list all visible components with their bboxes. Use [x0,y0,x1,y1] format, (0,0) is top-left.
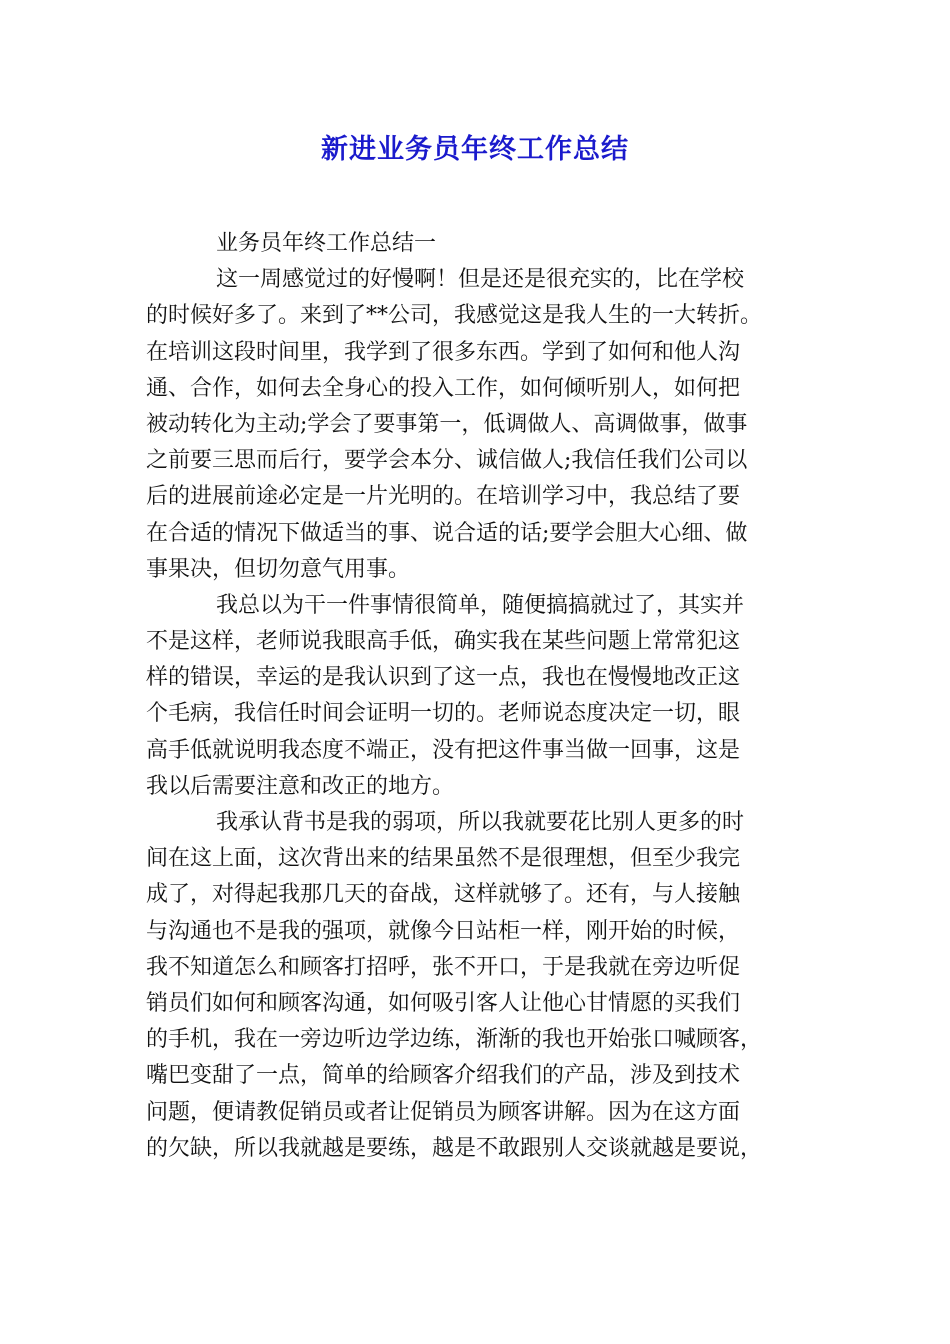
paragraph-1-line-8: 在合适的情况下做适当的事、说合适的话;要学会胆大心细、做 [146,520,748,546]
paragraph-3-line-3: 成了，对得起我那几天的奋战，这样就够了。还有，与人接触 [146,882,741,908]
document-body [146,226,808,1167]
paragraph-3-line-7: 的手机，我在一旁边听边学边练，渐渐的我也开始张口喊顾客， [146,1027,763,1053]
paragraph-3-line-5: 我不知道怎么和顾客打招呼，张不开口，于是我就在旁边听促 [146,954,741,980]
paragraph-3-line-10: 的欠缺，所以我就越是要练，越是不敢跟别人交谈就越是要说， [146,1135,763,1161]
paragraph-3-line-8: 嘴巴变甜了一点，简单的给顾客介绍我们的产品，涉及到技术 [146,1063,741,1089]
paragraph-3-line-2: 间在这上面，这次背出来的结果虽然不是很理想，但至少我完 [146,846,741,872]
paragraph-1-line-2: 的时候好多了。来到了**公司，我感觉这是我人生的一大转折。 [146,303,763,329]
paragraph-3-line-9: 问题，便请教促销员或者让促销员为顾客讲解。因为在这方面 [146,1099,741,1125]
section-heading: 业务员年终工作总结一 [216,231,437,256]
paragraph-3-line-1: 我承认背书是我的弱项，所以我就要花比别人更多的时 [216,810,745,835]
paragraph-2-line-4: 个毛病，我信任时间会证明一切的。老师说态度决定一切，眼 [146,701,741,727]
paragraph-1-line-4: 通、合作，如何去全身心的投入工作，如何倾听别人，如何把 [146,375,741,401]
paragraph-2-line-2: 不是这样，老师说我眼高手低，确实我在某些问题上常常犯这 [146,629,741,655]
document-title: 新进业务员年终工作总结 [321,134,629,165]
paragraph-1-line-7: 后的进展前途必定是一片光明的。在培训学习中，我总结了要 [146,484,741,510]
paragraph-1-line-5: 被动转化为主动;学会了要事第一，低调做人、高调做事，做事 [146,411,748,437]
paragraph-2-line-6: 我以后需要注意和改正的地方。 [146,773,455,799]
paragraph-3-line-4: 与沟通也不是我的强项，就像今日站柜一样，刚开始的时候， [146,918,741,944]
paragraph-1-line-9: 事果决，但切勿意气用事。 [146,556,411,582]
paragraph-2-line-3: 样的错误，幸运的是我认识到了这一点，我也在慢慢地改正这 [146,665,741,691]
paragraph-1-line-1: 这一周感觉过的好慢啊！但是还是很充实的，比在学校 [216,267,745,293]
paragraph-2-line-1: 我总以为干一件事情很简单，随便搞搞就过了，其实并 [216,592,745,618]
paragraph-1-line-6: 之前要三思而后行，要学会本分、诚信做人;我信任我们公司以 [146,448,748,474]
paragraph-2-line-5: 高手低就说明我态度不端正，没有把这件事当做一回事，这是 [146,737,741,763]
paragraph-3-line-6: 销员们如何和顾客沟通，如何吸引客人让他心甘情愿的买我们 [146,990,741,1016]
paragraph-1-line-3: 在培训这段时间里，我学到了很多东西。学到了如何和他人沟 [146,339,741,365]
